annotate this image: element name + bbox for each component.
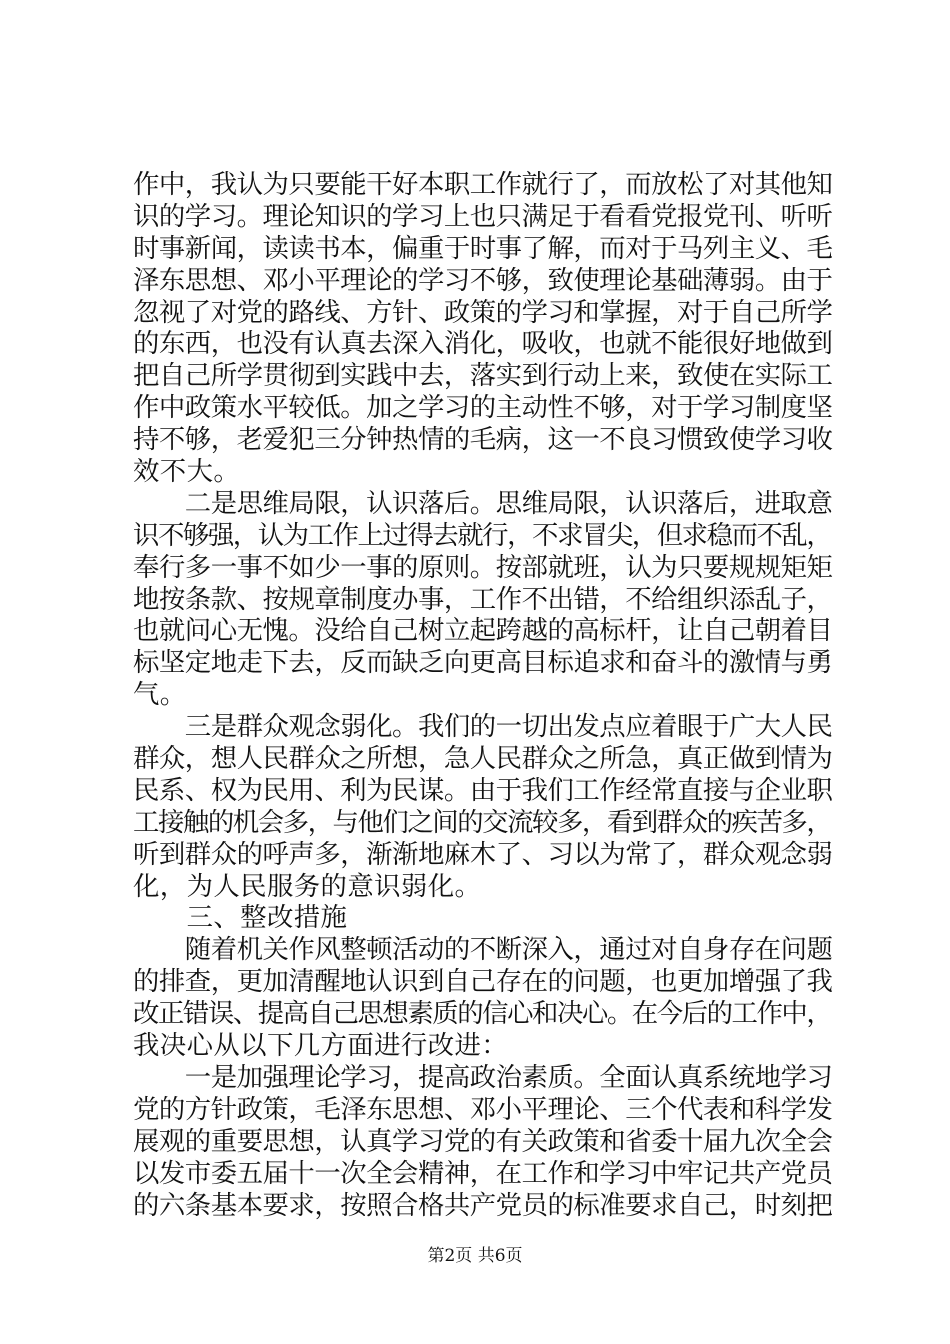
text-line: 的东西，也没有认真去深入消化，吸收，也就不能很好地做到 [133,328,833,360]
text-line: 把自己所学贯彻到实践中去，落实到行动上来，致使在实际工 [133,360,833,392]
page-footer: 第2页 共6页 [427,1246,523,1266]
text-line: 的排查，更加清醒地认识到自己存在的问题，也更加增强了我 [133,966,833,998]
body-text [133,169,833,1221]
text-line: 党的方针政策，毛泽东思想、邓小平理论、三个代表和科学发 [133,1093,833,1125]
text-line: 识的学习。理论知识的学习上也只满足于看看党报党刊、听听 [133,200,833,232]
text-line: 的六条基本要求，按照合格共产党员的标准要求自己，时刻把 [133,1189,833,1221]
text-line: 民系、权为民用、利为民谋。由于我们工作经常直接与企业职 [133,774,833,806]
text-line: 地按条款、按规章制度办事，工作不出错，不给组织添乱子， [133,583,833,615]
text-line: 工接触的机会多，与他们之间的交流较多，看到群众的疾苦多， [133,806,832,838]
text-line: 二是思维局限，认识落后。思维局限，认识落后，进取意 [133,487,833,519]
text-line: 以发市委五届十一次全会精神，在工作和学习中牢记共产党员 [133,1157,833,1189]
text-line: 我决心从以下几方面进行改进： [133,1030,509,1062]
text-line: 三是群众观念弱化。我们的一切出发点应着眼于广大人民 [133,711,833,743]
text-line: 标坚定地走下去，反而缺乏向更高目标追求和奋斗的激情与勇 [133,647,833,679]
text-line: 识不够强，认为工作上过得去就行，不求冒尖，但求稳而不乱， [133,519,832,551]
text-line: 效不大。 [133,456,241,488]
text-line: 作中，我认为只要能干好本职工作就行了，而放松了对其他知 [133,169,833,200]
text-line: 奉行多一事不如少一事的原则。按部就班，认为只要规规矩矩 [133,551,833,583]
text-line: 随着机关作风整顿活动的不断深入，通过对自身存在问题 [133,934,833,966]
text-line: 群众，想人民群众之所想，急人民群众之所急，真正做到情为 [133,743,833,775]
text-line: 持不够，老爱犯三分钟热情的毛病，这一不良习惯致使学习收 [133,424,833,456]
text-line: 一是加强理论学习，提高政治素质。全面认真系统地学习 [133,1061,833,1093]
text-line: 泽东思想、邓小平理论的学习不够，致使理论基础薄弱。由于 [133,264,833,296]
text-line: 展观的重要思想，认真学习党的有关政策和省委十届九次全会 [133,1125,833,1157]
text-line: 作中政策水平较低。加之学习的主动性不够，对于学习制度坚 [133,392,833,424]
text-line: 忽视了对党的路线、方针、政策的学习和掌握，对于自己所学 [133,296,833,328]
text-line: 化，为人民服务的意识弱化。 [133,870,482,902]
text-line: 时事新闻，读读书本，偏重于时事了解，而对于马列主义、毛 [133,232,833,264]
text-line: 听到群众的呼声多，渐渐地麻木了、习以为常了，群众观念弱 [133,838,833,870]
text-line: 气。 [133,679,187,711]
text-line: 也就问心无愧。没给自己树立起跨越的高标杆，让自己朝着目 [133,615,833,647]
text-line: 改正错误、提高自己思想素质的信心和决心。在今后的工作中， [133,998,832,1030]
text-line: 三、整改措施 [133,902,348,934]
